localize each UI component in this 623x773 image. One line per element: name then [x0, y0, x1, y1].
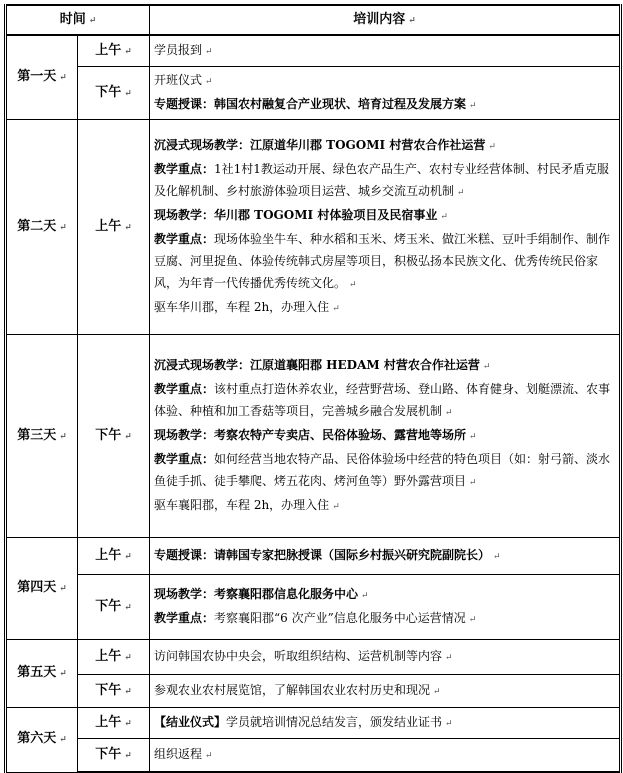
content-line: 沉浸式现场教学：江原道华川郡 TOGOMI 村营农合作社运营 ↵: [154, 138, 496, 152]
line-text: 沉浸式现场教学：江原道华川郡 TOGOMI 村营农合作社运营: [154, 138, 486, 152]
period-label: 下午 ↵: [78, 739, 150, 773]
content-line: 驱车襄阳郡，车程 2h，办理入住 ↵: [154, 498, 340, 512]
day-label: 第五天 ↵: [6, 640, 78, 708]
session-content: [150, 739, 621, 773]
content-line: 现场教学：华川郡 TOGOMI 村体验项目及民宿事业 ↵: [154, 208, 448, 222]
content-line: 【结业仪式】学员就培训情况总结发言，颁发结业证书 ↵: [154, 715, 453, 729]
session-row: [6, 35, 621, 67]
session-content: [150, 120, 621, 335]
content-line: 开班仪式 ↵: [154, 73, 213, 87]
content-line: 专题授课：请韩国专家把脉授课（国际乡村振兴研究院副院长） ↵: [154, 548, 501, 562]
line-text: 驱车襄阳郡，车程 2h，办理入住: [154, 498, 330, 512]
session-content: [150, 575, 621, 640]
line-text: 现场教学：考察襄阳郡信息化服务中心: [154, 587, 359, 601]
line-text: 开班仪式: [154, 73, 203, 87]
line-text: 该村重点打造休养农业，经营野营场、登山路、体育健身、划艇漂流、农事体验、种植和加工香菇等项目，完善城乡融合发展机制: [154, 382, 611, 418]
content-line: 沉浸式现场教学：江原道襄阳郡 HEDAM 村营农合作社运营 ↵: [154, 358, 491, 372]
content-line: 教学重点：考察襄阳郡“6 次产业”信息化服务中心运营情况 ↵: [154, 611, 477, 625]
period-label: 上午 ↵: [78, 120, 150, 335]
line-text: 学员就培训情况总结发言，颁发结业证书: [226, 715, 443, 729]
day-label: 第一天 ↵: [6, 35, 78, 120]
header-time: 时间 ↵: [6, 5, 150, 35]
period-label: 上午 ↵: [78, 708, 150, 739]
session-content: [150, 67, 621, 120]
line-text: 现场教学：华川郡 TOGOMI 村体验项目及民宿事业: [154, 208, 438, 222]
line-label: 教学重点：: [154, 611, 215, 625]
content-line: 现场教学：考察农特产专卖店、民俗体验场、露营地等场所 ↵: [154, 428, 477, 442]
day-label: 第三天 ↵: [6, 335, 78, 538]
content-line: 访问韩国农协中央会，听取组织结构、运营机制等内容 ↵: [154, 649, 453, 663]
line-text: 学员报到: [154, 43, 203, 57]
header-content: 培训内容 ↵: [150, 5, 621, 35]
content-line: 专题授课：韩国农村融复合产业现状、培育过程及发展方案 ↵: [154, 97, 477, 111]
header-row: [6, 5, 621, 35]
line-text: 参观农业农村展览馆，了解韩国农业农村历史和现况: [154, 683, 431, 697]
session-row: [6, 335, 621, 538]
period-label: 上午 ↵: [78, 538, 150, 575]
content-line: 驱车华川郡，车程 2h，办理入住 ↵: [154, 300, 340, 314]
session-row: [6, 575, 621, 640]
line-label: 教学重点：: [154, 232, 215, 246]
session-row: [6, 708, 621, 739]
session-content: [150, 675, 621, 708]
line-text: 考察襄阳郡“6 次产业”信息化服务中心运营情况: [214, 611, 466, 625]
session-content: [150, 35, 621, 67]
line-text: 专题授课：请韩国专家把脉授课（国际乡村振兴研究院副院长）: [154, 548, 491, 562]
line-text: 沉浸式现场教学：江原道襄阳郡 HEDAM 村营农合作社运营: [154, 358, 480, 372]
period-label: 上午 ↵: [78, 35, 150, 67]
line-text: 现场体验坐牛车、种水稻和玉米、烤玉米、做江米糕、豆叶手绢制作、制作豆腐、河里捉鱼、体验传统韩式房屋等项目，积极弘扬本民族文化、优秀传统民俗家风，为年青一代传播优秀传统文化。: [154, 232, 611, 290]
session-row: [6, 739, 621, 773]
line-label: 教学重点：: [154, 162, 215, 176]
content-line: 现场教学：考察襄阳郡信息化服务中心 ↵: [154, 587, 369, 601]
line-text: 现场教学：考察农特产专卖店、民俗体验场、露营地等场所: [154, 428, 467, 442]
content-line: 教学重点：该村重点打造休养农业，经营野营场、登山路、体育健身、划艇漂流、农事体验、种植和加工香菇等项目，完善城乡融合发展机制 ↵: [154, 382, 611, 418]
day-label: 第六天 ↵: [6, 708, 78, 773]
session-row: [6, 120, 621, 335]
line-text: 如何经营当地农特产品、民俗体验场中经营的特色项目（如：射弓箭、淡水鱼徒手抓、徒手攀爬、烤五花肉、烤河鱼等）野外露营项目: [154, 452, 611, 488]
line-text: 访问韩国农协中央会，听取组织结构、运营机制等内容: [154, 649, 443, 663]
line-text: 专题授课：韩国农村融复合产业现状、培育过程及发展方案: [154, 97, 467, 111]
session-row: [6, 640, 621, 675]
content-line: 教学重点：现场体验坐牛车、种水稻和玉米、烤玉米、做江米糕、豆叶手绢制作、制作豆腐、河里捉鱼、体验传统韩式房屋等项目，积极弘扬本民族文化、优秀传统民俗家风，为年青一代传播优秀传统文化。 ↵: [154, 232, 611, 290]
session-row: [6, 538, 621, 575]
session-content: [150, 538, 621, 575]
session-row: [6, 675, 621, 708]
line-text: 组织返程: [154, 747, 203, 761]
content-line: 学员报到 ↵: [154, 43, 213, 57]
content-line: 组织返程 ↵: [154, 747, 213, 761]
period-label: 上午 ↵: [78, 640, 150, 675]
content-line: 教学重点：如何经营当地农特产品、民俗体验场中经营的特色项目（如：射弓箭、淡水鱼徒手抓、徒手攀爬、烤五花肉、烤河鱼等）野外露营项目 ↵: [154, 452, 611, 488]
period-label: 下午 ↵: [78, 575, 150, 640]
session-content: [150, 335, 621, 538]
content-line: 教学重点：1社1村1教运动开展、绿色农产品生产、农村专业经营体制、村民矛盾克服及化解机制、乡村旅游体验项目运营、城乡交流互动机制 ↵: [154, 162, 609, 198]
line-text: 驱车华川郡，车程 2h，办理入住: [154, 300, 330, 314]
line-label: 教学重点：: [154, 452, 215, 466]
day-label: 第四天 ↵: [6, 538, 78, 640]
period-label: 下午 ↵: [78, 335, 150, 538]
schedule-table: [4, 4, 622, 773]
session-content: [150, 708, 621, 739]
session-row: [6, 67, 621, 120]
day-label: 第二天 ↵: [6, 120, 78, 335]
line-text: 1社1村1教运动开展、绿色农产品生产、农村专业经营体制、村民矛盾克服及化解机制、乡村旅游体验项目运营、城乡交流互动机制: [154, 162, 609, 198]
session-content: [150, 640, 621, 675]
line-label: 教学重点：: [154, 382, 215, 396]
period-label: 下午 ↵: [78, 67, 150, 120]
line-label: 【结业仪式】: [154, 715, 227, 729]
period-label: 下午 ↵: [78, 675, 150, 708]
content-line: 参观农业农村展览馆，了解韩国农业农村历史和现况 ↵: [154, 683, 441, 697]
